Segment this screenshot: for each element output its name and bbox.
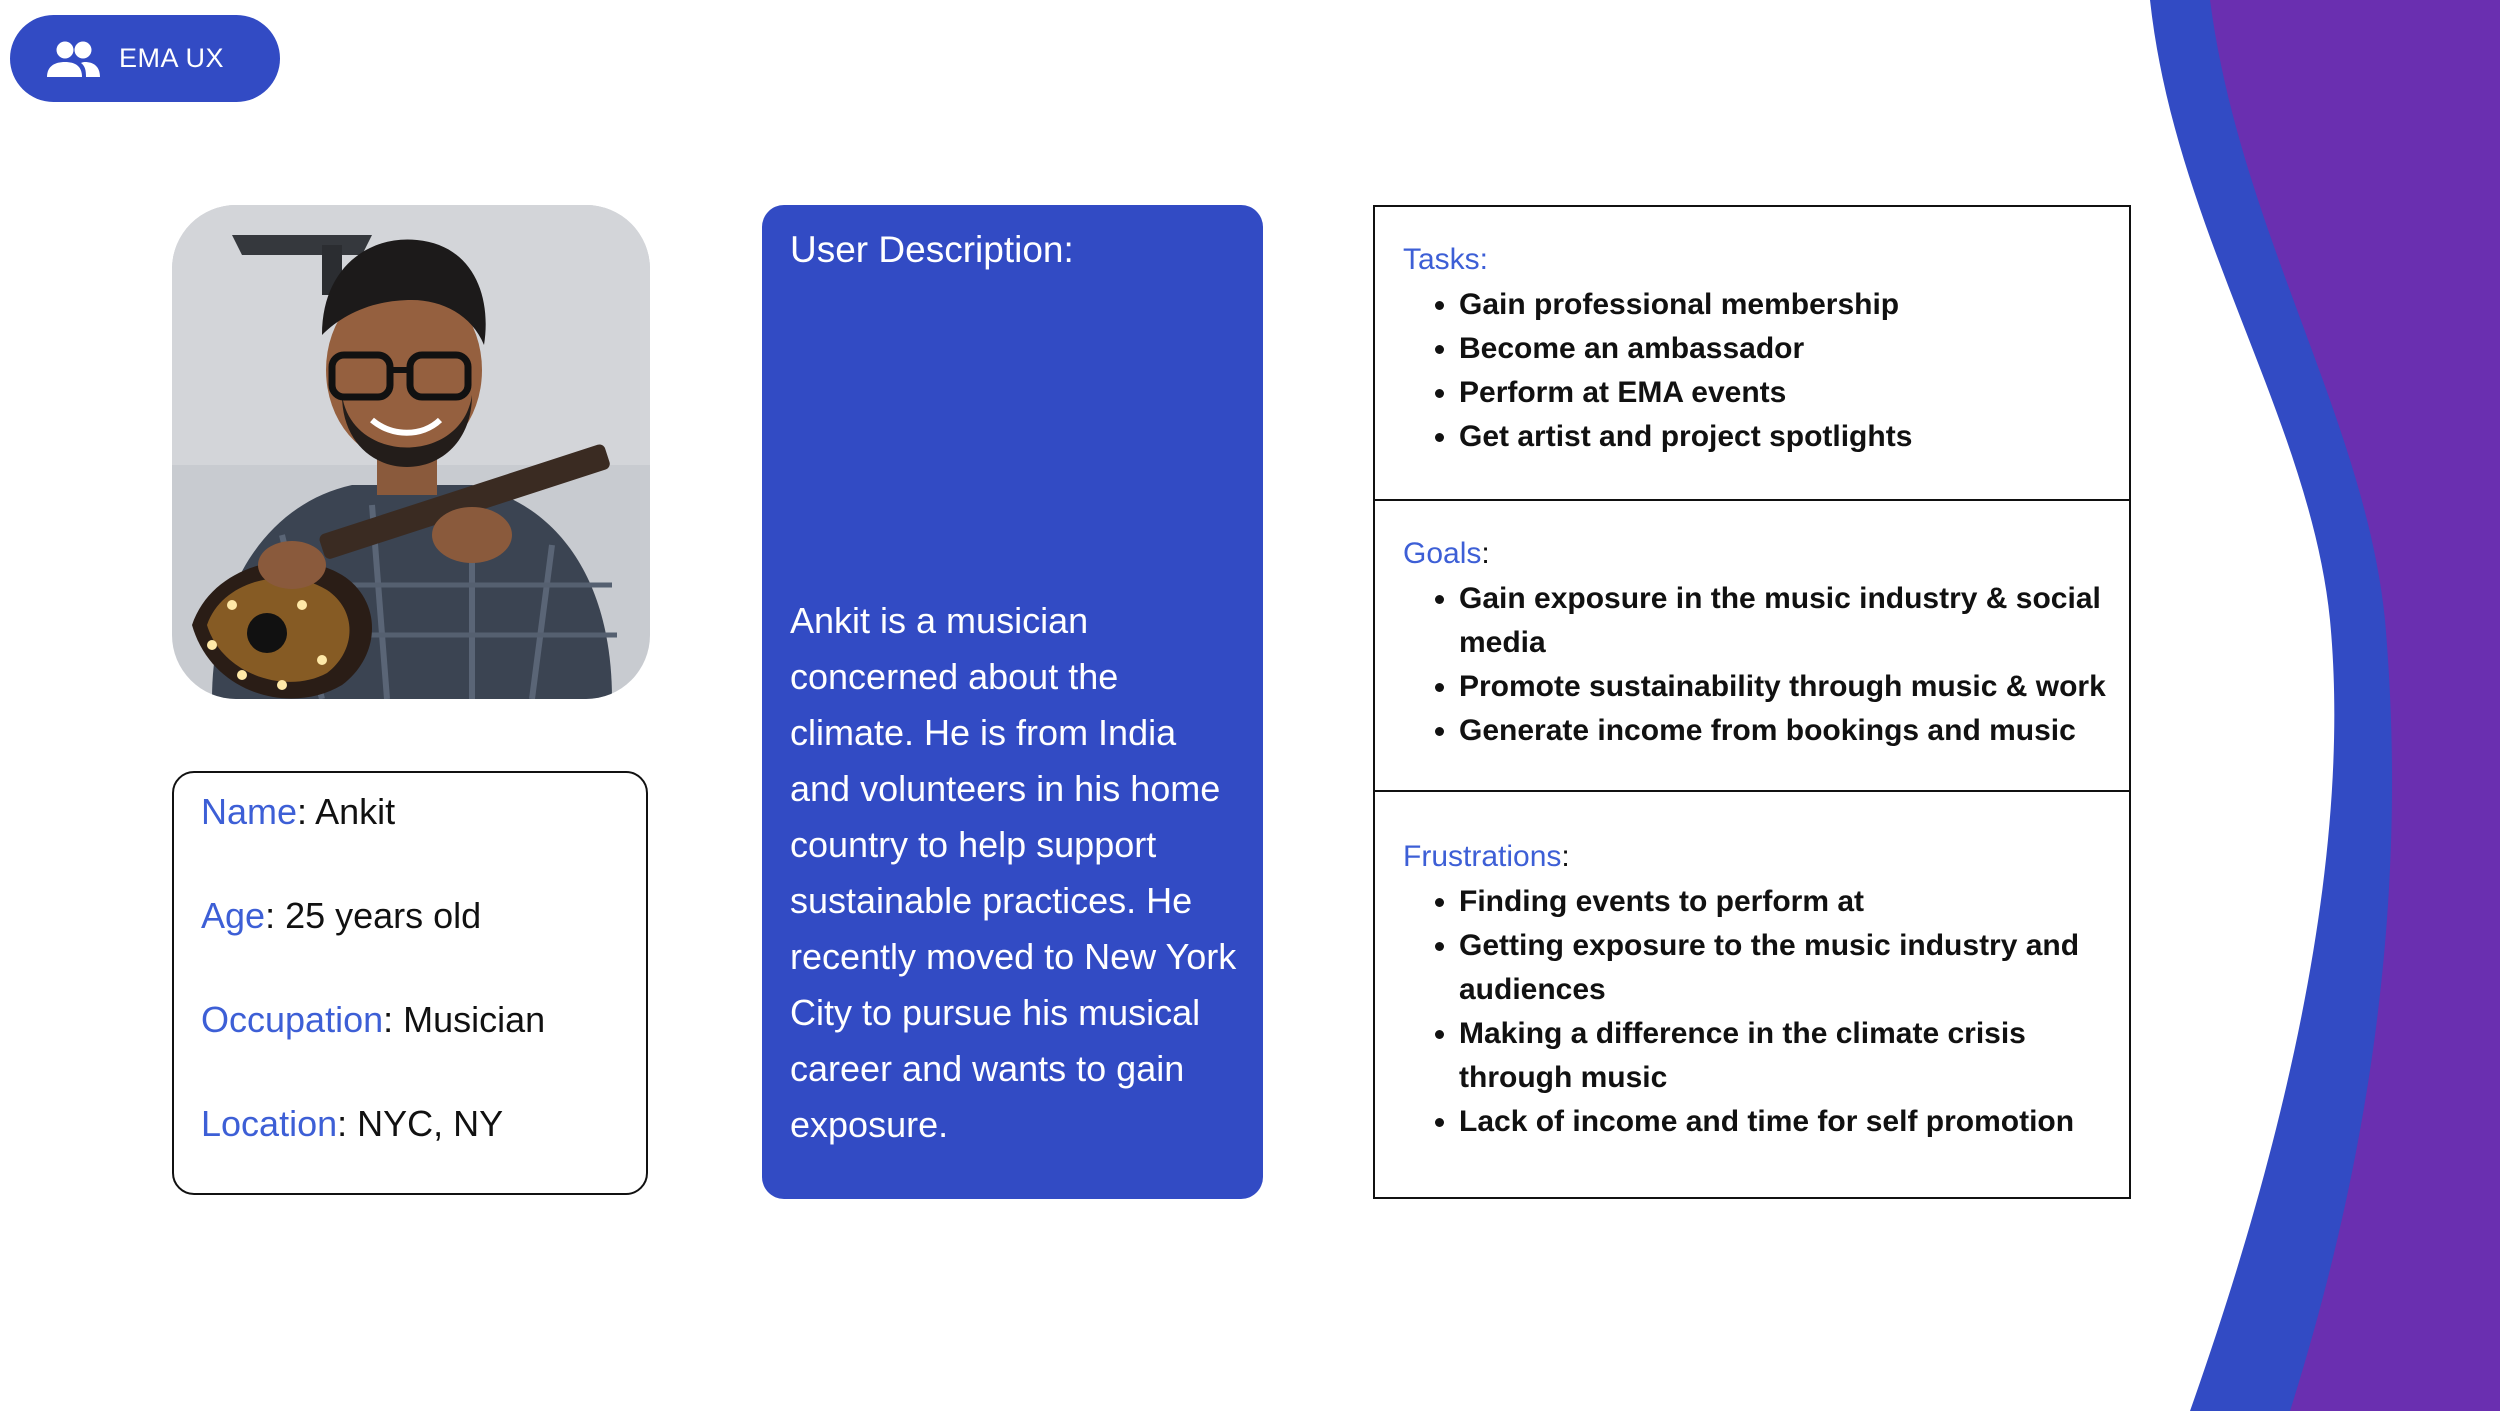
list-item: • Perform at EMA events <box>1459 371 2129 415</box>
list-item: • Become an ambassador <box>1459 327 2129 371</box>
badge-label: EMA UX <box>119 43 225 73</box>
goals-title: Goals <box>1403 537 1482 570</box>
persona-info-card <box>172 771 648 1195</box>
name-value: Ankit <box>315 791 396 832</box>
list-item: • Getting exposure to the music industry and audiences <box>1459 924 2129 1012</box>
age-label: Age <box>201 895 266 936</box>
frustrations-list <box>1403 880 2129 1144</box>
age-row: Age: 25 years old <box>201 895 482 936</box>
description-body: Ankit is a musician concerned about the climate. He is from India and volunteers in his home country to help support sustainable practices. He recently moved to New York City to pursue his musical career and wants to gain exposure. <box>790 600 1237 1145</box>
people-group-icon <box>45 39 101 79</box>
location-label: Location <box>201 1103 338 1144</box>
tasks-title: Tasks: <box>1403 243 1489 276</box>
list-item: • Making a difference in the climate crisis through music <box>1459 1012 2129 1100</box>
list-item: • Gain exposure in the music industry & social media <box>1459 577 2129 665</box>
goals-heading: Goals: <box>1403 537 1490 570</box>
user-description-card <box>762 205 1263 1199</box>
list-item: • Lack of income and time for self promotion <box>1459 1100 2129 1144</box>
location-row: Location: NYC, NY <box>201 1103 504 1144</box>
persona-details-grid <box>1373 205 2131 1199</box>
occupation-label: Occupation <box>201 999 384 1040</box>
tasks-list <box>1403 283 2129 459</box>
list-item: • Gain professional membership <box>1459 283 2129 327</box>
list-item: • Promote sustainability through music & work <box>1459 665 2129 709</box>
list-item: • Finding events to perform at <box>1459 880 2129 924</box>
frustrations-title: Frustrations <box>1403 840 1562 873</box>
description-title: User Description: <box>790 229 1074 270</box>
tasks-section <box>1375 207 2129 501</box>
goals-list <box>1403 577 2129 753</box>
frustrations-heading: Frustrations: <box>1403 840 1570 873</box>
name-label: Name <box>201 791 298 832</box>
name-row: Name: Ankit <box>201 791 396 832</box>
frustrations-section <box>1375 792 2129 1198</box>
occupation-row: Occupation: Musician <box>201 999 546 1040</box>
list-item: • Get artist and project spotlights <box>1459 415 2129 459</box>
persona-photo <box>172 205 650 699</box>
list-item: • Generate income from bookings and music <box>1459 709 2129 753</box>
goals-section <box>1375 501 2129 792</box>
age-value: 25 years old <box>285 895 482 936</box>
ema-ux-badge[interactable] <box>10 15 280 102</box>
occupation-value: Musician <box>403 999 546 1040</box>
location-value: NYC, NY <box>357 1103 504 1144</box>
